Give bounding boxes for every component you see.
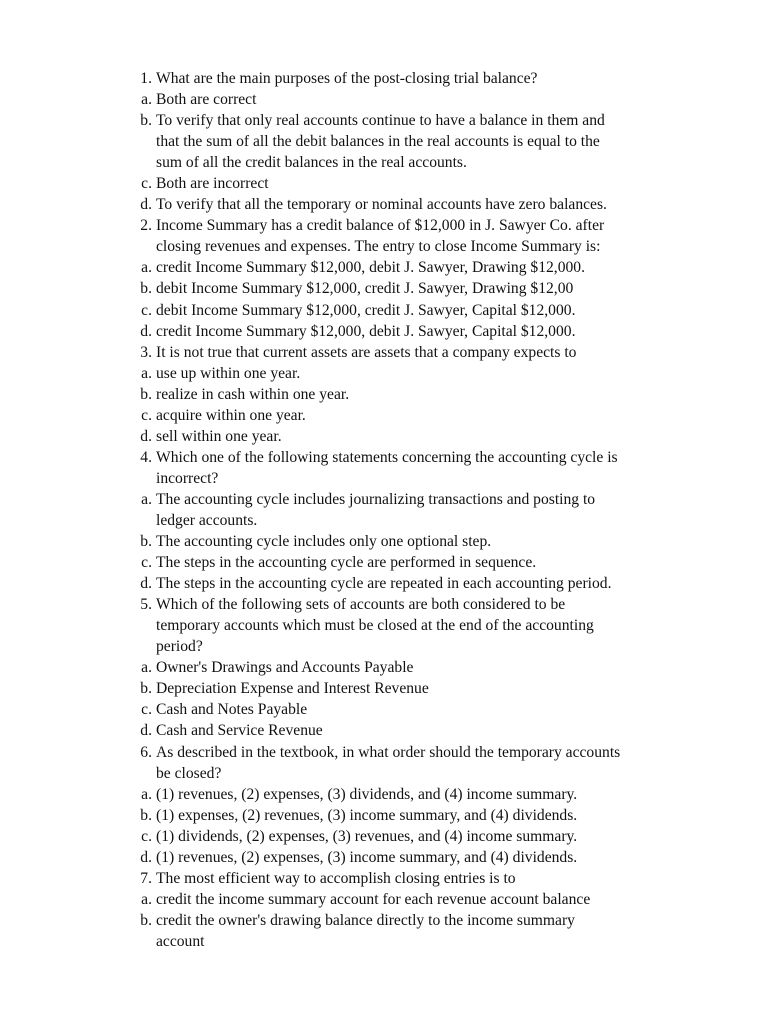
answer-option xyxy=(0,194,768,215)
option-text: realize in cash within one year. xyxy=(156,385,350,403)
list-marker: b. xyxy=(140,280,152,298)
option-text: debit Income Summary $12,000, credit J. Sawyer, Drawing $12,00 xyxy=(156,280,574,298)
option-text: To verify that only real accounts continue to have a balance in them and that the sum of all the debit balances in the real accounts is equal to the sum of all the credit balances in the real accounts. xyxy=(156,112,605,172)
answer-option xyxy=(0,699,768,720)
list-marker: b. xyxy=(140,533,152,551)
question-text: What are the main purposes of the post-closing trial balance? xyxy=(156,70,538,87)
list-marker: a. xyxy=(141,785,152,803)
list-marker: 7. xyxy=(140,869,152,887)
answer-option xyxy=(0,826,768,847)
question-list xyxy=(0,68,768,952)
answer-option xyxy=(0,278,768,299)
answer-option xyxy=(0,847,768,868)
answer-option xyxy=(0,784,768,805)
question-item xyxy=(0,594,768,657)
list-marker: 3. xyxy=(140,343,152,361)
list-marker: d. xyxy=(140,427,152,445)
answer-option xyxy=(0,173,768,194)
list-marker: c. xyxy=(141,406,152,424)
option-text: The accounting cycle includes only one optional step. xyxy=(156,533,492,551)
option-text: use up within one year. xyxy=(156,364,301,382)
list-marker: c. xyxy=(141,301,152,319)
option-text: Both are correct xyxy=(156,91,257,109)
list-marker: a. xyxy=(141,659,152,677)
option-text: To verify that all the temporary or nominal accounts have zero balances. xyxy=(156,196,607,214)
answer-option xyxy=(0,405,768,426)
answer-option xyxy=(0,300,768,321)
list-marker: c. xyxy=(141,827,152,845)
list-marker: a. xyxy=(141,91,152,109)
question-item xyxy=(0,447,768,489)
answer-option xyxy=(0,321,768,342)
list-marker: a. xyxy=(141,490,152,508)
option-text: The steps in the accounting cycle are repeated in each accounting period. xyxy=(156,575,612,593)
list-marker: 6. xyxy=(140,743,152,761)
list-marker: b. xyxy=(140,911,152,929)
option-text: sell within one year. xyxy=(156,427,282,445)
option-text: Depreciation Expense and Interest Revenue xyxy=(156,680,429,698)
list-marker: a. xyxy=(141,890,152,908)
answer-option xyxy=(0,678,768,699)
option-text: credit Income Summary $12,000, debit J. Sawyer, Drawing $12,000. xyxy=(156,259,585,277)
answer-option xyxy=(0,489,768,531)
option-text: (1) revenues, (2) expenses, (3) dividends, and (4) income summary. xyxy=(156,785,578,803)
option-text: Cash and Notes Payable xyxy=(156,701,308,719)
answer-option xyxy=(0,910,768,952)
option-text: Both are incorrect xyxy=(156,175,269,193)
option-text: credit the income summary account for each revenue account balance xyxy=(156,890,591,908)
list-marker: b. xyxy=(140,806,152,824)
list-marker: c. xyxy=(141,554,152,572)
question-item xyxy=(0,215,768,257)
question-text: As described in the textbook, in what order should the temporary accounts be closed? xyxy=(156,743,621,782)
answer-option xyxy=(0,720,768,741)
list-marker: 4. xyxy=(140,448,152,466)
question-text: Income Summary has a credit balance of $12,000 in J. Sawyer Co. after closing revenues and expenses. The entry to close Income Summary is: xyxy=(156,217,605,256)
option-text: credit the owner's drawing balance directly to the income summary account xyxy=(156,911,575,950)
list-marker: 5. xyxy=(140,596,152,614)
option-text: The steps in the accounting cycle are performed in sequence. xyxy=(156,554,537,572)
answer-option xyxy=(0,657,768,678)
option-text: (1) revenues, (2) expenses, (3) income summary, and (4) dividends. xyxy=(156,848,578,866)
option-text: (1) dividends, (2) expenses, (3) revenues, and (4) income summary. xyxy=(156,827,578,845)
answer-option xyxy=(0,531,768,552)
question-text: The most efficient way to accomplish closing entries is to xyxy=(156,869,516,887)
option-text: The accounting cycle includes journalizing transactions and posting to ledger accounts. xyxy=(156,490,596,529)
option-text: credit Income Summary $12,000, debit J. Sawyer, Capital $12,000. xyxy=(156,322,576,340)
answer-option xyxy=(0,384,768,405)
list-marker: b. xyxy=(140,385,152,403)
option-text: debit Income Summary $12,000, credit J. Sawyer, Capital $12,000. xyxy=(156,301,576,319)
option-text: Cash and Service Revenue xyxy=(156,722,323,740)
question-item xyxy=(0,868,768,889)
list-marker: a. xyxy=(141,259,152,277)
answer-option xyxy=(0,89,768,110)
list-marker: 1. xyxy=(140,70,152,87)
list-marker: a. xyxy=(141,364,152,382)
answer-option xyxy=(0,257,768,278)
question-text: It is not true that current assets are assets that a company expects to xyxy=(156,343,577,361)
answer-option xyxy=(0,889,768,910)
answer-option xyxy=(0,573,768,594)
question-text: Which of the following sets of accounts are both considered to be temporary accounts which must be closed at the end of the accounting period? xyxy=(156,596,594,656)
list-marker: 2. xyxy=(140,217,152,235)
option-text: (1) expenses, (2) revenues, (3) income summary, and (4) dividends. xyxy=(156,806,578,824)
question-item xyxy=(0,68,768,89)
list-marker: d. xyxy=(140,722,152,740)
option-text: Owner's Drawings and Accounts Payable xyxy=(156,659,414,677)
answer-option xyxy=(0,805,768,826)
list-marker: d. xyxy=(140,196,152,214)
answer-option xyxy=(0,110,768,173)
question-item xyxy=(0,342,768,363)
question-text: Which one of the following statements concerning the accounting cycle is incorrect? xyxy=(156,448,618,487)
list-marker: b. xyxy=(140,112,152,130)
answer-option xyxy=(0,426,768,447)
answer-option xyxy=(0,363,768,384)
answer-option xyxy=(0,552,768,573)
list-marker: d. xyxy=(140,848,152,866)
list-marker: b. xyxy=(140,680,152,698)
option-text: acquire within one year. xyxy=(156,406,306,424)
list-marker: d. xyxy=(140,322,152,340)
question-item xyxy=(0,742,768,784)
list-marker: d. xyxy=(140,575,152,593)
list-marker: c. xyxy=(141,701,152,719)
list-marker: c. xyxy=(141,175,152,193)
